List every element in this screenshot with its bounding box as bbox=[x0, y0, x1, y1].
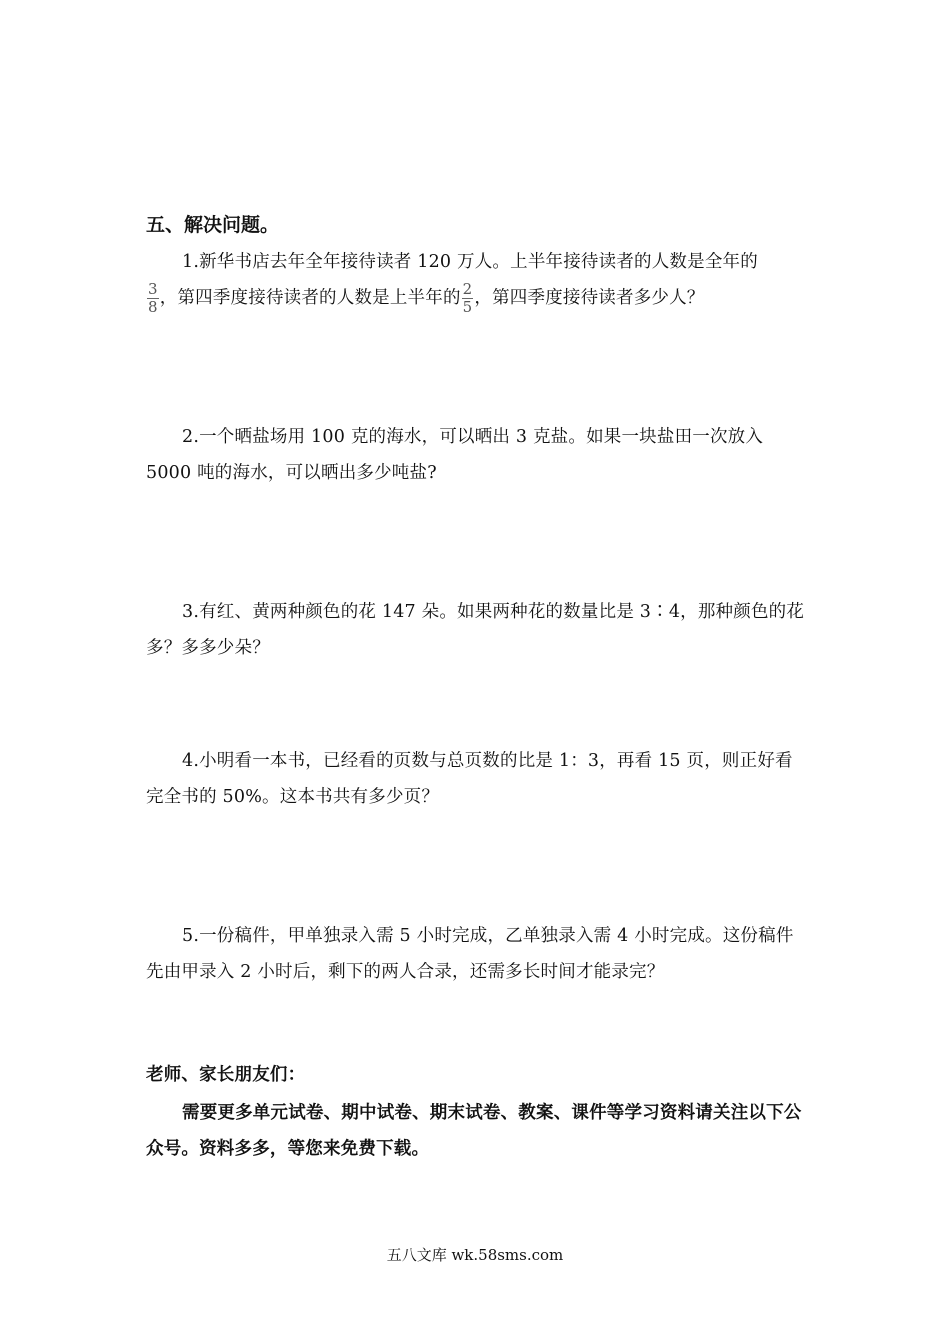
problem-4 bbox=[146, 743, 808, 815]
problem-1-text-b: ，第四季度接待读者的人数是上半年的 bbox=[159, 288, 461, 308]
fraction-3-8: $\frac{3}{8}$ bbox=[148, 280, 158, 316]
section-title: 五、解决问题。 bbox=[146, 214, 280, 236]
notice-body bbox=[146, 1095, 808, 1167]
problem-1-text-a: 1.新华书店去年全年接待读者 120 万人。上半年接待读者的人数是全年的 bbox=[182, 252, 758, 272]
notice-body-text: 需要更多单元试卷、期中试卷、期末试卷、教案、课件等学习资料请关注以下公众号。资料多多，等您来免费下载。 bbox=[146, 1103, 802, 1159]
problem-3-text: 3.有红、黄两种颜色的花 147 朵。如果两种花的数量比是 3∶4，那种颜色的花多？多多少朵？ bbox=[146, 602, 805, 658]
problem-1-text-c: ，第四季度接待读者多少人？ bbox=[474, 288, 705, 308]
notice-greeting: 老师、家长朋友们： bbox=[146, 1065, 306, 1085]
problem-2-text: 2.一个晒盐场用 100 克的海水，可以晒出 3 克盐。如果一块盐田一次放入 5000 吨的海水，可以晒出多少吨盐? bbox=[146, 427, 764, 483]
problem-4-text: 4.小明看一本书，已经看的页数与总页数的比是 1：3，再看 15 页，则正好看完全书的 50%。这本书共有多少页？ bbox=[146, 751, 793, 807]
footer-watermark: 五八文库 wk.58sms.com bbox=[386, 1246, 564, 1264]
problem-5-text: 5.一份稿件，甲单独录入需 5 小时完成，乙单独录入需 4 小时完成。这份稿件先由甲录入 2 小时后，剩下的两人合录，还需多长时间才能录完？ bbox=[146, 926, 794, 982]
fraction-2-5: $\frac{2}{5}$ bbox=[462, 280, 473, 316]
problem-1 bbox=[146, 244, 808, 316]
problem-5 bbox=[146, 918, 808, 990]
problem-3 bbox=[146, 594, 808, 666]
problem-2 bbox=[146, 419, 808, 491]
